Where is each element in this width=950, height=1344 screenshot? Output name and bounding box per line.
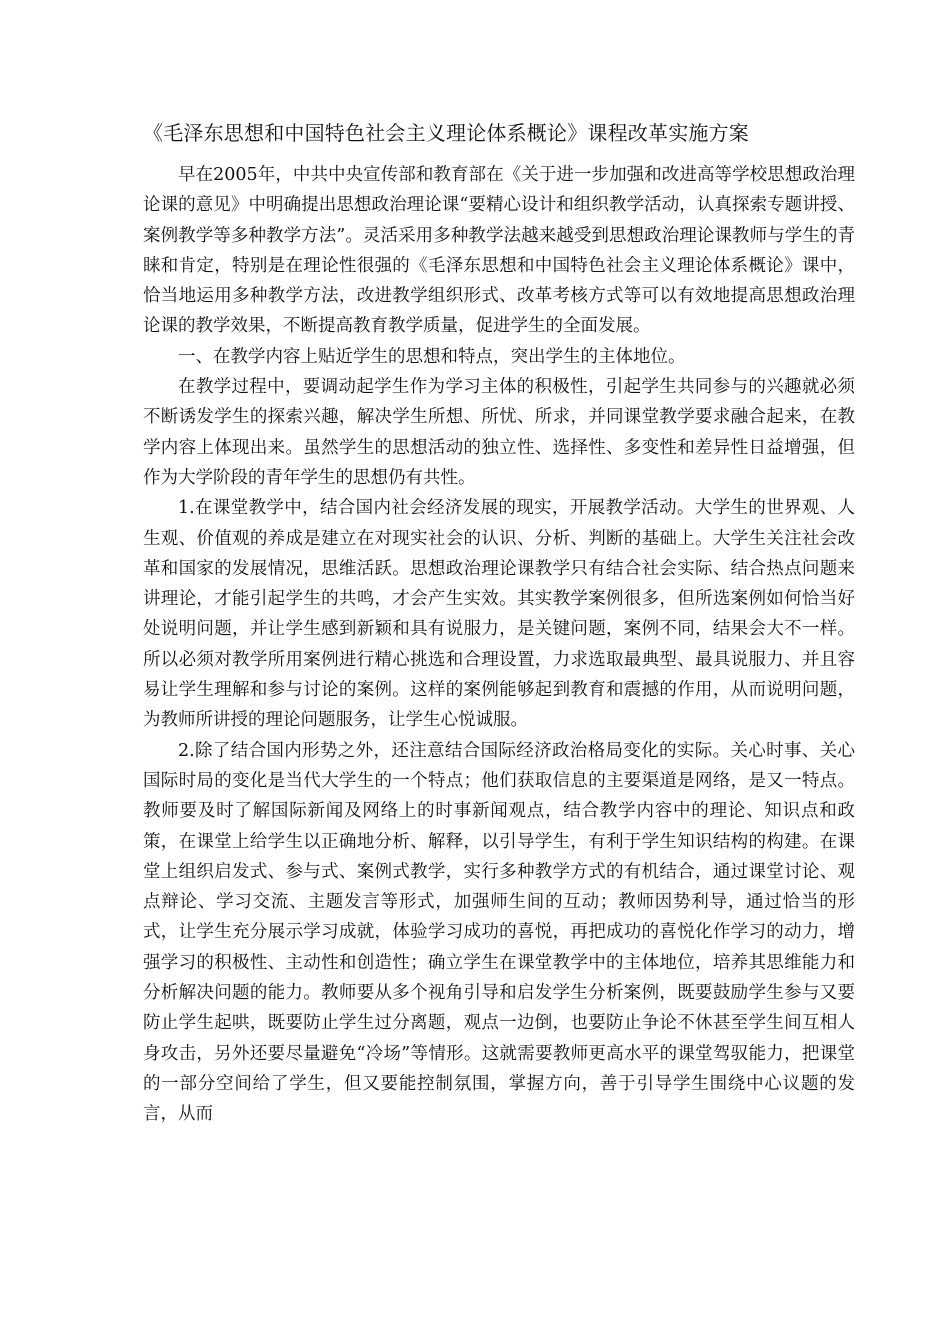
paragraph-point-1: 1.在课堂教学中，结合国内社会经济发展的现实，开展教学活动。大学生的世界观、人生观、价值观的养成是建立在对现实社会的认识、分析、判断的基础上。大学生关注社会改革和国家的发展情况，思维活跃。思想政治理论课教学只有结合社会实际、结合热点问题来讲理论，才能引起学生的共鸣，才会产生实效。其实教学案例很多，但所选案例如何恰当好处说明问题，并让学生感到新颖和具有说服力，是关键问题，案例不同，结果会大不一样。所以必须对教学所用案例进行精心挑选和合理设置，力求选取最典型、最具说服力、并且容易让学生理解和参与讨论的案例。这样的案例能够起到教育和震撼的作用，从而说明问题，为教师所讲授的理论问题服务，让学生心悦诚服。 xyxy=(143,498,855,731)
paragraph-section-heading: 一、在教学内容上贴近学生的思想和特点，突出学生的主体地位。 xyxy=(178,346,686,367)
paragraph-point-2: 2.除了结合国内形势之外，还注意结合国际经济政治格局变化的实际。关心时事、关心国际时局的变化是当代大学生的一个特点；他们获取信息的主要渠道是网络，是又一特点。教师要及时了解国际新闻及网络上的时事新闻观点，结合教学内容中的理论、知识点和政策，在课堂上给学生以正确地分析、解释，以引导学生，有利于学生知识结构的构建。在课堂上组织启发式、参与式、案例式教学，实行多种教学方式的有机结合，通过课堂讨论、观点辩论、学习交流、主题发言等形式，加强师生间的互动；教师因势利导，通过恰当的形式，让学生充分展示学习成就，体验学习成功的喜悦，再把成功的喜悦化作学习的动力，增强学习的积极性、主动性和创造性；确立学生在课堂教学中的主体地位，培养其思维能力和分析解决问题的能力。教师要从多个视角引导和启发学生分析案例，既要鼓励学生参与又要防止学生起哄，既要防止学生过分离题，观点一边倒，也要防止争论不休甚至学生间互相人身攻击，另外还要尽量避免“冷场”等情形。这就需要教师更高水平的课堂驾驭能力，把课堂的一部分空间给了学生，但又要能控制氛围，掌握方向，善于引导学生围绕中心议题的发言，从而 xyxy=(143,740,855,1125)
document-title: 《毛泽东思想和中国特色社会主义理论体系概论》课程改革实施方案 xyxy=(143,121,749,145)
document-body xyxy=(143,160,855,1130)
paragraph-section-body: 在教学过程中，要调动起学生作为学习主体的积极性，引起学生共同参与的兴趣就必须不断诱发学生的探索兴趣，解决学生所想、所忧、所求，并同课堂教学要求融合起来，在教学内容上体现出来。虽然学生的思想活动的独立性、选择性、多变性和差异性日益增强，但作为大学阶段的青年学生的思想仍有共性。 xyxy=(143,377,855,488)
paragraph-intro: 早在2005年，中共中央宣传部和教育部在《关于进一步加强和改进高等学校思想政治理论课的意见》中明确提出思想政治理论课“要精心设计和组织教学活动，认真探索专题讲授、案例教学等多种教学方法”。灵活采用多种教学法越来越受到思想政治理论课教师与学生的青睐和肯定，特别是在理论性很强的《毛泽东思想和中国特色社会主义理论体系概论》课中，恰当地运用多种教学方法，改进教学组织形式、改革考核方式等可以有效地提高思想政治理论课的教学效果，不断提高教育教学质量，促进学生的全面发展。 xyxy=(143,165,855,337)
